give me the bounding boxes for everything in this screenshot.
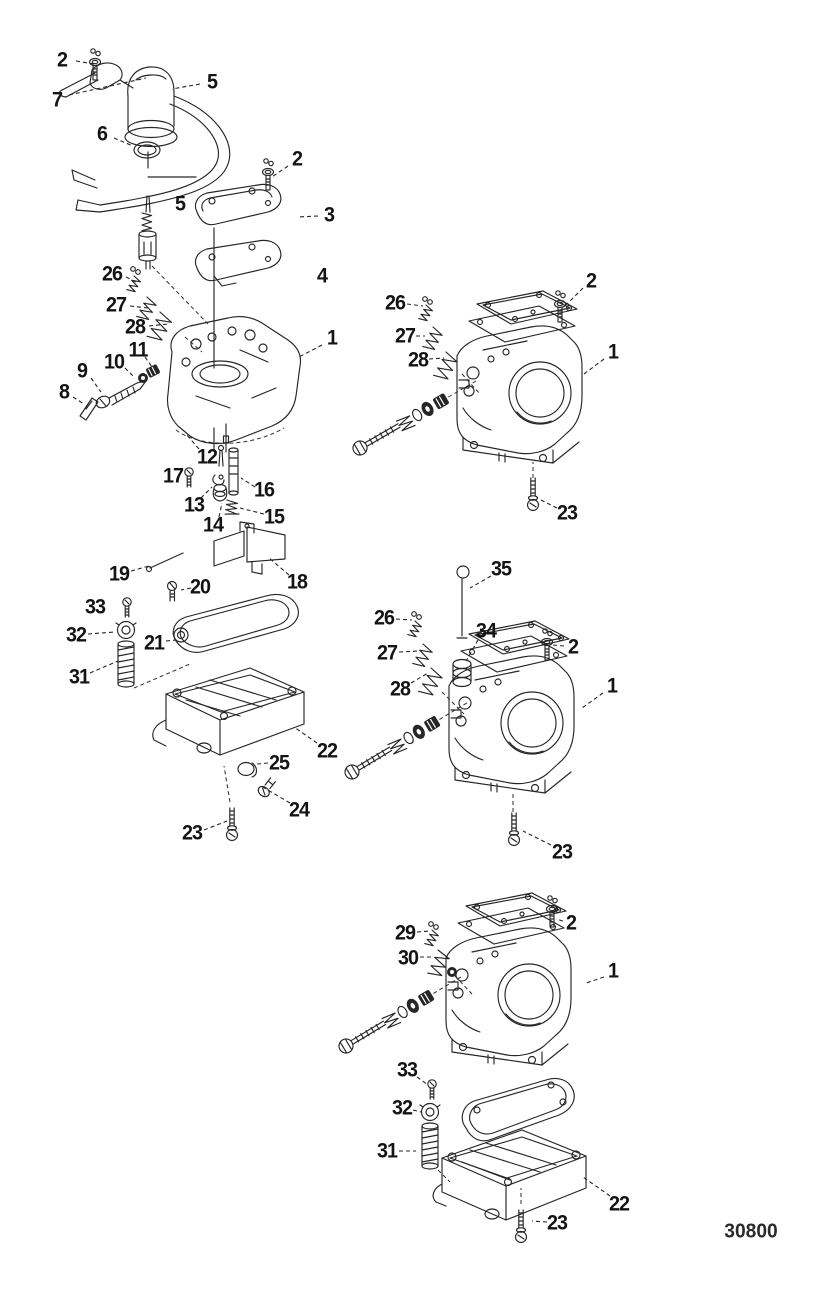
callout-24: 24 <box>288 798 310 822</box>
leader-line-33 <box>417 1077 428 1085</box>
callout-23: 23 <box>556 501 578 525</box>
callout-21: 21 <box>143 631 165 655</box>
leader-line-15 <box>240 508 264 514</box>
leader-line-1 <box>586 977 604 983</box>
leader-line-2 <box>556 919 563 921</box>
callout-11: 11 <box>128 338 148 362</box>
leader-line-1 <box>297 345 322 358</box>
callout-18: 18 <box>286 570 308 594</box>
callout-10: 10 <box>103 350 125 374</box>
leader-line-1 <box>584 359 604 374</box>
callout-8: 8 <box>58 380 70 404</box>
leader-line-19 <box>131 566 149 571</box>
leader-line-24 <box>261 786 290 803</box>
callout-12: 12 <box>196 445 218 469</box>
leader-line-32 <box>88 632 115 634</box>
leader-line-25 <box>257 763 268 764</box>
callout-34: 34 <box>475 619 497 643</box>
callout-7: 7 <box>51 88 63 112</box>
leader-line-16 <box>241 478 255 487</box>
leader-line-1 <box>582 693 603 708</box>
leader-line-23 <box>539 499 557 508</box>
callout-2: 2 <box>567 635 579 659</box>
callout-32: 32 <box>65 623 87 647</box>
callout-27: 27 <box>105 293 127 317</box>
callout-5: 5 <box>206 70 218 94</box>
callout-16: 16 <box>253 478 275 502</box>
leader-line-27 <box>399 651 418 652</box>
callout-4: 4 <box>316 264 328 288</box>
leader-line-23 <box>523 831 551 845</box>
callout-19: 19 <box>108 562 130 586</box>
leader-line-2 <box>272 166 288 177</box>
leader-line-26 <box>396 619 412 620</box>
callout-26: 26 <box>101 262 123 286</box>
leader-line-29 <box>417 931 430 932</box>
leader-line-26 <box>407 304 423 306</box>
leader-line-22 <box>583 1177 610 1196</box>
leader-line-28 <box>149 324 168 326</box>
leader-line-18 <box>268 557 289 575</box>
callout-22: 22 <box>608 1192 630 1216</box>
leader-line-3 <box>297 216 318 217</box>
callout-6: 6 <box>96 122 108 146</box>
callout-30: 30 <box>397 946 419 970</box>
leader-line-22 <box>294 727 317 743</box>
leader-line-23 <box>204 821 227 830</box>
leader-line-23 <box>532 1221 547 1222</box>
callout-2: 2 <box>291 147 303 171</box>
callout-28: 28 <box>407 348 429 372</box>
leader-line-2 <box>76 61 94 64</box>
callout-33: 33 <box>396 1058 418 1082</box>
callout-26: 26 <box>384 291 406 315</box>
callout-29: 29 <box>394 921 416 945</box>
leader-line-28 <box>429 358 444 359</box>
callout-33: 33 <box>84 595 106 619</box>
callout-3: 3 <box>323 203 335 227</box>
callout-14: 14 <box>202 513 224 537</box>
callout-1: 1 <box>606 674 618 698</box>
callout-22: 22 <box>316 739 338 763</box>
callout-25: 25 <box>268 751 290 775</box>
callout-35: 35 <box>490 557 512 581</box>
leader-line-8 <box>73 397 84 404</box>
callout-15: 15 <box>263 505 285 529</box>
callout-23: 23 <box>551 840 573 864</box>
leader-line-27 <box>130 306 148 308</box>
callout-2: 2 <box>585 269 597 293</box>
leader-line-7 <box>69 78 146 95</box>
callout-1: 1 <box>607 959 619 983</box>
callout-31: 31 <box>376 1139 398 1163</box>
callout-2: 2 <box>565 911 577 935</box>
callout-27: 27 <box>394 324 416 348</box>
callout-23: 23 <box>546 1211 568 1235</box>
leader-line-35 <box>470 576 491 588</box>
leader-line-31 <box>90 661 118 673</box>
callout-28: 28 <box>124 315 146 339</box>
leader-line-28 <box>411 673 428 683</box>
callout-32: 32 <box>391 1096 413 1120</box>
callout-1: 1 <box>326 326 338 350</box>
callout-20: 20 <box>189 575 211 599</box>
leader-line-32 <box>413 1110 421 1112</box>
callout-17: 17 <box>162 464 184 488</box>
leader-line-9 <box>91 378 101 392</box>
callout-26: 26 <box>373 606 395 630</box>
callout-28: 28 <box>389 677 411 701</box>
callout-1: 1 <box>607 340 619 364</box>
leader-line-10 <box>125 368 134 377</box>
callout-5: 5 <box>174 192 186 216</box>
callout-27: 27 <box>376 641 398 665</box>
callout-13: 13 <box>183 493 205 517</box>
leader-line-21 <box>166 640 176 641</box>
callout-2: 2 <box>56 48 68 72</box>
callout-23: 23 <box>181 821 203 845</box>
leader-line-6 <box>114 138 133 146</box>
callout-31: 31 <box>68 665 90 689</box>
callout-9: 9 <box>76 359 88 383</box>
leader-line-2 <box>553 645 564 646</box>
leader-line-5 <box>172 84 200 89</box>
leader-line-34 <box>466 640 478 661</box>
drawing-number: 30800 <box>724 1220 778 1243</box>
leader-line-2 <box>566 288 583 305</box>
leader-line-26 <box>126 277 136 282</box>
